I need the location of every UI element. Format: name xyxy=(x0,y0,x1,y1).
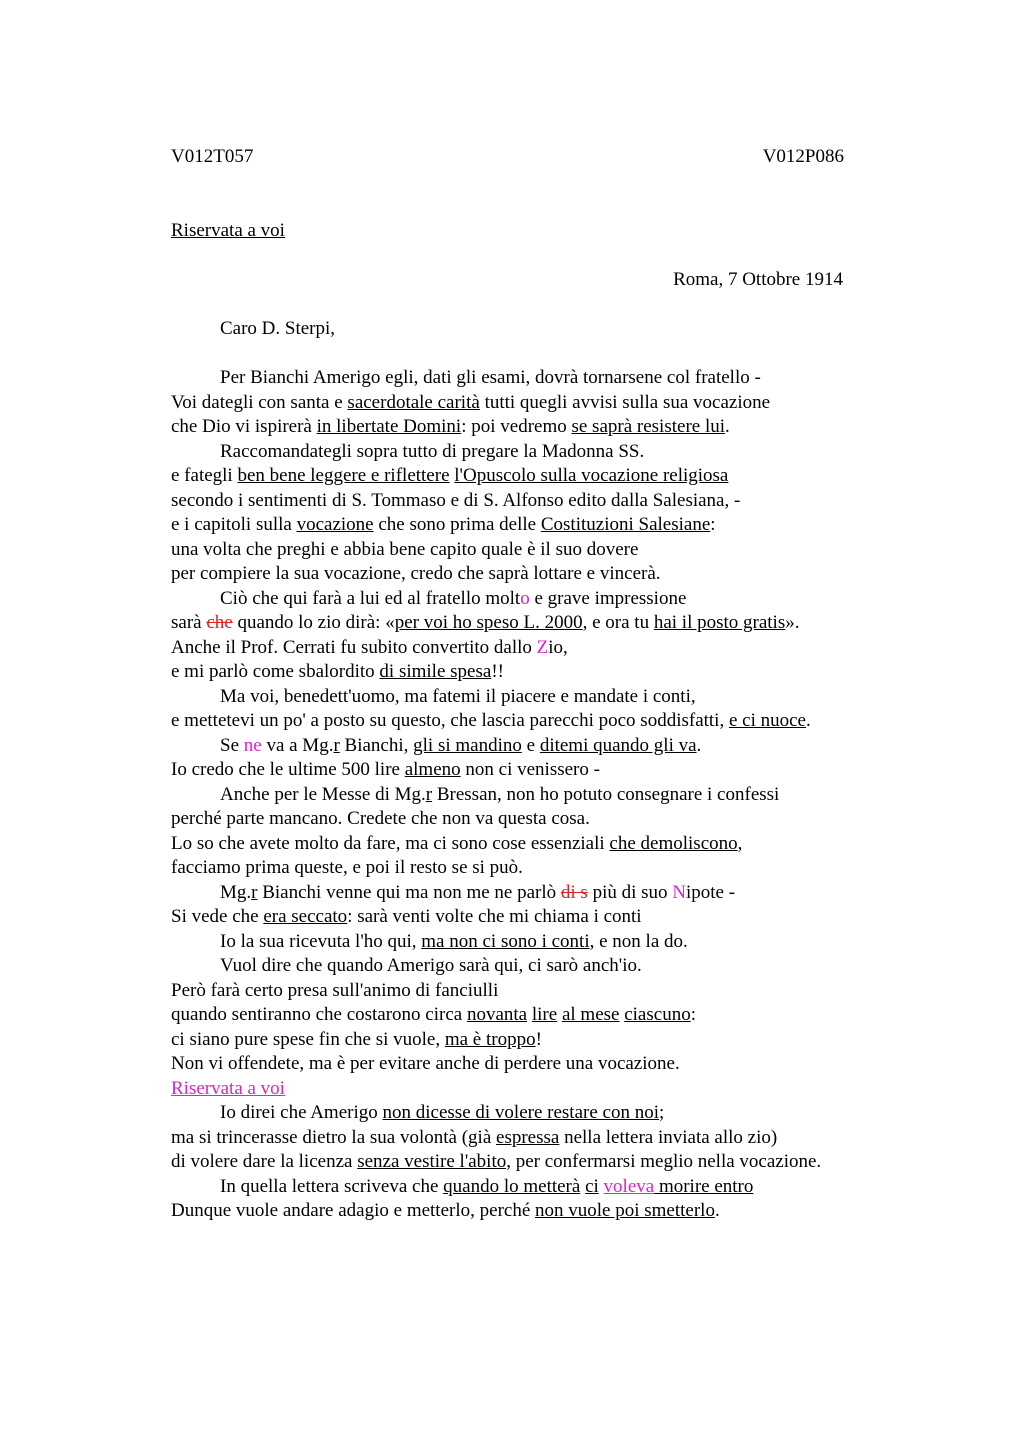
text-segment: e grave impressione xyxy=(529,587,687,609)
text-segment: ci siano pure spese fin che si vuole, xyxy=(171,1028,445,1050)
letter-line xyxy=(171,636,891,661)
text-segment: Mg. xyxy=(220,881,252,903)
text-segment: : xyxy=(710,514,716,535)
inserted-text: o xyxy=(520,587,530,609)
underlined-text: sacerdotale carità xyxy=(347,391,480,413)
text-segment: ma si trincerasse dietro la sua volontà (già xyxy=(171,1126,497,1148)
text-segment: , e non la do. xyxy=(589,930,688,952)
underlined-text: r xyxy=(333,734,340,756)
letter-line xyxy=(171,807,891,832)
underlined-text: se saprà resistere lui xyxy=(571,416,726,437)
text-segment: , e ora tu xyxy=(582,612,654,633)
text-segment: Dunque vuole andare adagio e metterlo, perché xyxy=(171,1200,536,1221)
text-segment: Raccomandategli sopra tutto di pregare la Madonna SS. xyxy=(220,440,645,462)
text-segment: Vuol dire che quando Amerigo sarà qui, ci sarò anch'io. xyxy=(220,955,642,976)
underlined-text: era seccato xyxy=(263,906,348,927)
text-segment: In quella lettera scriveva che xyxy=(220,1175,444,1197)
text-segment: quando lo zio dirà: « xyxy=(232,612,395,633)
text-segment: e mettetevi un po' a posto su questo, che lascia parecchi poco soddisfatti, xyxy=(171,710,729,731)
letter-line xyxy=(171,464,891,489)
deleted-text: che xyxy=(206,612,233,633)
text-segment: ». xyxy=(785,612,800,633)
text-segment: Se xyxy=(220,734,244,756)
letter-line xyxy=(171,366,891,391)
text-segment: . xyxy=(805,710,811,731)
text-segment: ! xyxy=(535,1028,542,1050)
letter-line xyxy=(171,832,891,857)
inserted-text: voleva xyxy=(603,1175,655,1197)
underlined-text: che demoliscono xyxy=(609,832,738,854)
underlined-text: l'Opuscolo sulla vocazione religiosa xyxy=(454,465,729,486)
letter-line xyxy=(171,391,891,416)
text-segment: io, xyxy=(548,636,568,658)
underlined-text: Costituzioni Salesiane xyxy=(540,514,711,535)
underlined-text: non dicesse di volere restare con noi xyxy=(382,1102,659,1123)
letter-line xyxy=(171,979,891,1004)
letter-line xyxy=(171,758,891,783)
text-segment: Bianchi, xyxy=(339,734,414,756)
text-segment: sarà xyxy=(171,612,207,633)
underlined-text: gli si mandino xyxy=(413,734,522,756)
underlined-text: non vuole poi smetterlo xyxy=(535,1200,715,1221)
underlined-text: espressa xyxy=(496,1126,560,1148)
text-segment: Anche il Prof. Cerrati fu subito convertito dallo xyxy=(171,636,537,658)
text-segment: !! xyxy=(491,661,504,682)
text-segment: nella lettera inviata allo zio) xyxy=(559,1126,778,1148)
text-segment: , xyxy=(737,832,743,854)
letter-line xyxy=(171,538,891,563)
text-segment: Bressan, non ho potuto consegnare i confessi xyxy=(432,783,780,805)
letter-line xyxy=(171,440,891,465)
letter-line xyxy=(171,660,891,685)
text-segment: : poi vedremo xyxy=(461,416,572,437)
deleted-text: di s xyxy=(560,881,588,903)
underlined-text: ma non ci sono i conti xyxy=(421,930,590,952)
text-segment: che sono prima delle xyxy=(373,514,541,535)
underlined-text: novanta xyxy=(466,1004,528,1025)
underlined-text: morire entro xyxy=(654,1175,754,1197)
text-segment: ipote - xyxy=(686,881,736,903)
letter-line xyxy=(171,685,891,710)
text-segment: Io la sua ricevuta l'ho qui, xyxy=(220,930,422,952)
letter-line xyxy=(171,905,891,930)
text-segment: ; xyxy=(658,1102,665,1123)
reserved-label: Riservata a voi xyxy=(171,220,285,241)
underlined-text: ci xyxy=(585,1175,599,1197)
underlined-text: almeno xyxy=(404,759,461,780)
underlined-text: senza vestire l'abito xyxy=(357,1151,507,1172)
text-segment: Lo so che avete molto da fare, ma ci sono cose essenziali xyxy=(171,832,610,854)
letter-line xyxy=(171,1175,891,1200)
letter-line xyxy=(171,1028,891,1053)
underlined-text: ben bene leggere e riflettere xyxy=(237,465,450,486)
letter-line xyxy=(171,856,891,881)
inserted-text: ne xyxy=(243,734,262,756)
text-segment: : xyxy=(690,1004,696,1025)
letter-line xyxy=(171,562,891,587)
underlined-text: al mese xyxy=(561,1004,620,1025)
text-segment: , per confermarsi meglio nella vocazione. xyxy=(506,1151,822,1172)
underlined-text: ma è troppo xyxy=(444,1028,536,1050)
underlined-text: r xyxy=(425,783,433,805)
text-segment: quando sentiranno che costarono circa xyxy=(171,1004,467,1025)
text-segment: Io direi che Amerigo xyxy=(220,1102,383,1123)
text-segment: e fategli xyxy=(171,465,238,486)
letter-line xyxy=(171,954,891,979)
underlined-text: per voi ho speso L. 2000 xyxy=(394,612,583,633)
inserted-text: N xyxy=(672,881,686,903)
letter-line xyxy=(171,1199,891,1224)
letter-line xyxy=(171,1126,891,1151)
inserted-text: Riservata a voi xyxy=(171,1077,285,1099)
letter-line xyxy=(171,513,891,538)
underlined-text: di simile spesa xyxy=(379,661,492,682)
text-segment: che Dio vi ispirerà xyxy=(171,416,317,437)
underlined-text: ditemi quando gli va xyxy=(539,734,697,756)
letter-line xyxy=(171,783,891,808)
text-segment: Ma voi, benedett'uomo, ma fatemi il piacere e mandate i conti, xyxy=(220,685,696,707)
text-segment: una volta che preghi e abbia bene capito quale è il suo dovere xyxy=(171,538,639,560)
text-segment: Io credo che le ultime 500 lire xyxy=(171,759,405,780)
letter-line xyxy=(171,489,891,514)
letter-date: Roma, 7 Ottobre 1914 xyxy=(673,269,843,290)
inserted-text: Z xyxy=(536,636,549,658)
text-segment: non ci venissero - xyxy=(460,759,600,780)
text-segment: tutti quegli avvisi sulla sua vocazione xyxy=(479,391,771,413)
letter-line xyxy=(171,1052,891,1077)
text-segment: Voi dategli con santa e xyxy=(171,391,348,413)
document-code-left: V012T057 xyxy=(171,146,254,167)
text-segment: secondo i sentimenti di S. Tommaso e di S. Alfonso edito dalla Salesiana, - xyxy=(171,489,741,511)
letter-line xyxy=(171,930,891,955)
underlined-text: hai il posto gratis xyxy=(653,612,786,633)
letter-line xyxy=(171,881,891,906)
letter-line xyxy=(171,1150,891,1175)
document-code-right: V012P086 xyxy=(762,146,844,167)
underlined-text: e ci nuoce xyxy=(728,710,806,731)
underlined-text: r xyxy=(251,881,258,903)
text-segment: Per Bianchi Amerigo egli, dati gli esami, dovrà tornarsene col fratello - xyxy=(220,367,761,388)
text-segment: Però farà certo presa sull'animo di fanciulli xyxy=(171,979,499,1001)
letter-body xyxy=(171,366,891,1224)
letter-line xyxy=(171,734,891,759)
text-segment: . xyxy=(696,734,702,756)
text-segment: . xyxy=(725,416,730,437)
underlined-text: ciascuno xyxy=(624,1004,691,1025)
letter-line xyxy=(171,587,891,612)
letter-line xyxy=(171,709,891,734)
letter-line xyxy=(171,1101,891,1126)
letter-line xyxy=(171,1077,891,1102)
underlined-text: in libertate Domini xyxy=(316,416,462,437)
text-segment: Anche per le Messe di Mg. xyxy=(220,783,426,805)
text-segment: Bianchi venne qui ma non me ne parlò xyxy=(257,881,561,903)
salutation: Caro D. Sterpi, xyxy=(220,318,336,339)
letter-line xyxy=(171,611,891,636)
text-segment: e mi parlò come sbalordito xyxy=(171,661,380,682)
letter-line xyxy=(171,1003,891,1028)
letter-line xyxy=(171,415,891,440)
text-segment: facciamo prima queste, e poi il resto se si può. xyxy=(171,857,523,878)
text-segment: Si vede che xyxy=(171,906,264,927)
text-segment: per compiere la sua vocazione, credo che saprà lottare e vincerà. xyxy=(171,563,661,584)
text-segment: e i capitoli sulla xyxy=(171,514,297,535)
text-segment: . xyxy=(714,1200,720,1221)
underlined-text: lire xyxy=(531,1004,558,1025)
text-segment: : sarà venti volte che mi chiama i conti xyxy=(347,906,642,927)
text-segment: più di suo xyxy=(587,881,673,903)
text-segment: va a Mg. xyxy=(261,734,334,756)
text-segment: Ciò che qui farà a lui ed al fratello molt xyxy=(220,587,521,609)
text-segment: Non vi offendete, ma è per evitare anche di perdere una vocazione. xyxy=(171,1053,680,1074)
text-segment: e xyxy=(521,734,540,756)
text-segment: perché parte mancano. Credete che non va questa cosa. xyxy=(171,808,590,829)
underlined-text: quando lo metterà xyxy=(443,1175,581,1197)
text-segment: di volere dare la licenza xyxy=(171,1151,358,1172)
underlined-text: vocazione xyxy=(296,514,374,535)
